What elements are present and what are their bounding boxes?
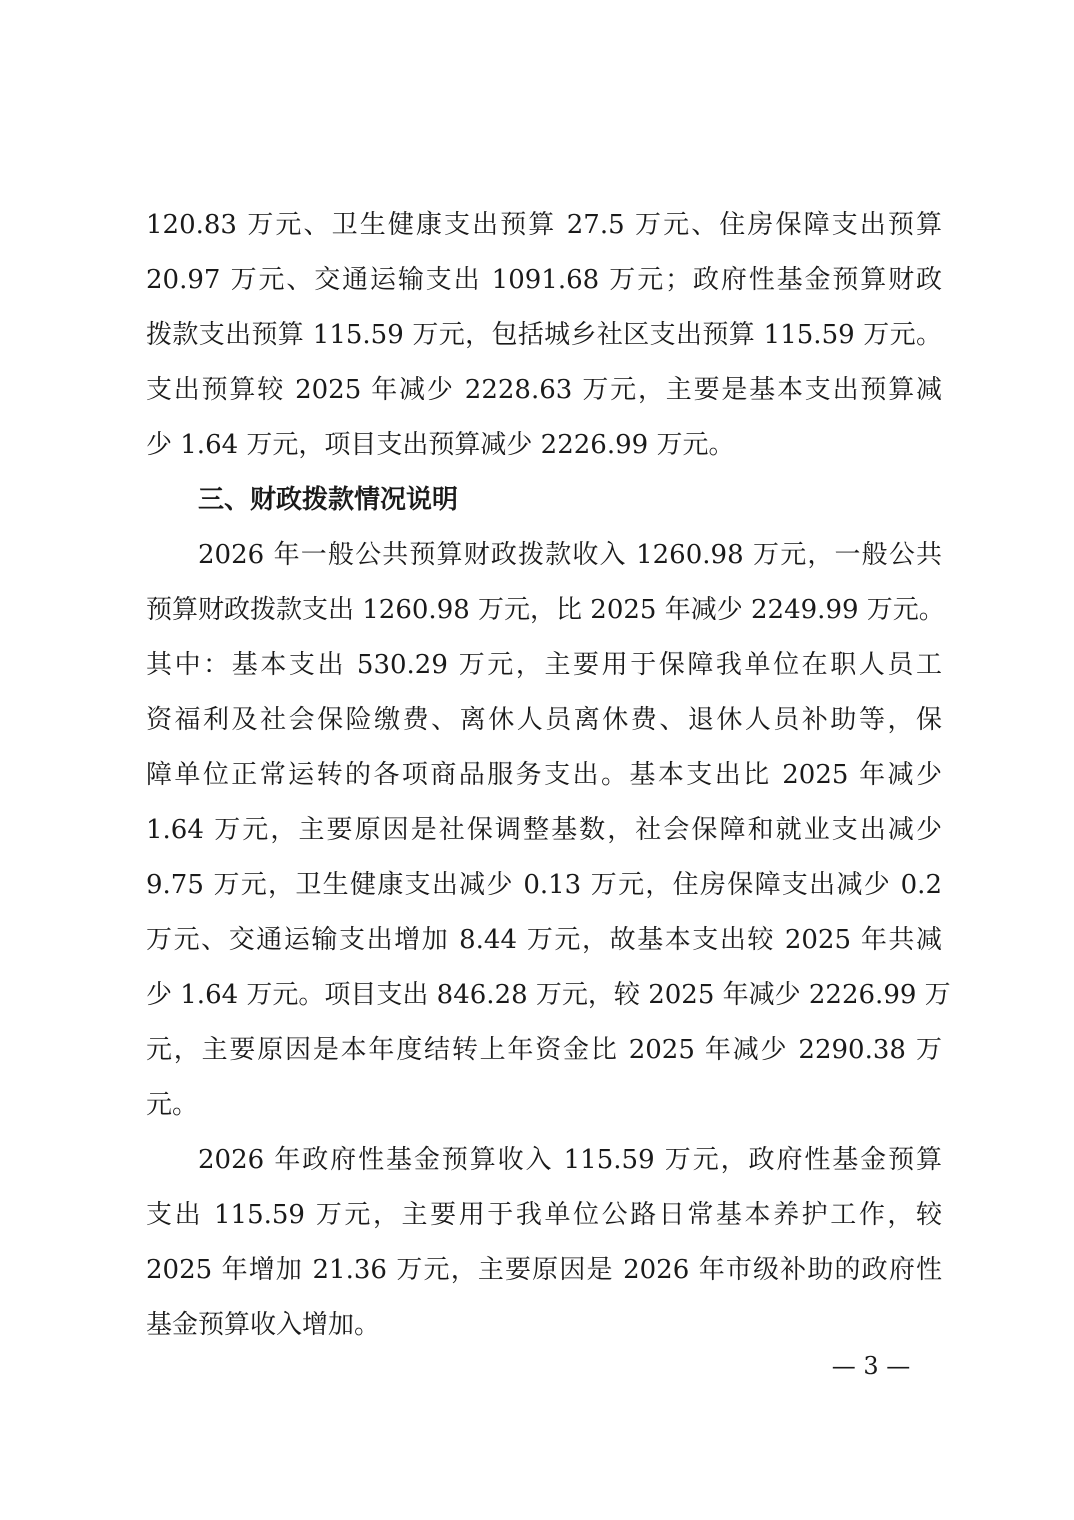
- text-line: 基金预算收入增加。: [146, 1310, 381, 1340]
- page-number: — 3 —: [831, 1352, 911, 1380]
- text-line: 元，主要原因是本年度结转上年资金比 2025 年减少 2290.38 万: [146, 1035, 942, 1065]
- text-line: 拨款支出预算 115.59 万元，包括城乡社区支出预算 115.59 万元。: [146, 320, 942, 350]
- text-line: 少 1.64 万元，项目支出预算减少 2226.99 万元。: [146, 430, 735, 460]
- document-body: [146, 198, 951, 1353]
- text-line: 资福利及社会保险缴费、离休人员离休费、退休人员补助等，保: [146, 705, 942, 735]
- text-line: 少 1.64 万元。项目支出 846.28 万元，较 2025 年减少 2226.99 万: [146, 980, 951, 1010]
- text-line: 其中：基本支出 530.29 万元，主要用于保障我单位在职人员工: [146, 650, 942, 680]
- paragraph-3: [146, 1133, 942, 1353]
- text-line: 支出 115.59 万元，主要用于我单位公路日常基本养护工作，较: [146, 1200, 942, 1230]
- text-line: 9.75 万元，卫生健康支出减少 0.13 万元，住房保障支出减少 0.2: [146, 870, 942, 900]
- text-line: 支出预算较 2025 年减少 2228.63 万元，主要是基本支出预算减: [146, 375, 942, 405]
- text-line: 万元、交通运输支出增加 8.44 万元，故基本支出较 2025 年共减: [146, 925, 942, 955]
- paragraph-1: [146, 198, 942, 473]
- section-heading: 三、财政拨款情况说明: [198, 485, 459, 515]
- paragraph-2: [146, 528, 951, 1133]
- text-line: 20.97 万元、交通运输支出 1091.68 万元；政府性基金预算财政: [146, 265, 942, 295]
- text-line: 120.83 万元、卫生健康支出预算 27.5 万元、住房保障支出预算: [146, 210, 942, 240]
- text-line: 2026 年政府性基金预算收入 115.59 万元，政府性基金预算: [198, 1145, 942, 1175]
- text-line: 1.64 万元，主要原因是社保调整基数，社会保障和就业支出减少: [146, 815, 942, 845]
- text-line: 元。: [146, 1090, 199, 1120]
- text-line: 障单位正常运转的各项商品服务支出。基本支出比 2025 年减少: [146, 760, 942, 790]
- text-line: 2026 年一般公共预算财政拨款收入 1260.98 万元，一般公共: [198, 540, 942, 570]
- text-line: 预算财政拨款支出 1260.98 万元，比 2025 年减少 2249.99 万元。: [146, 595, 945, 625]
- text-line: 2025 年增加 21.36 万元，主要原因是 2026 年市级补助的政府性: [146, 1255, 942, 1285]
